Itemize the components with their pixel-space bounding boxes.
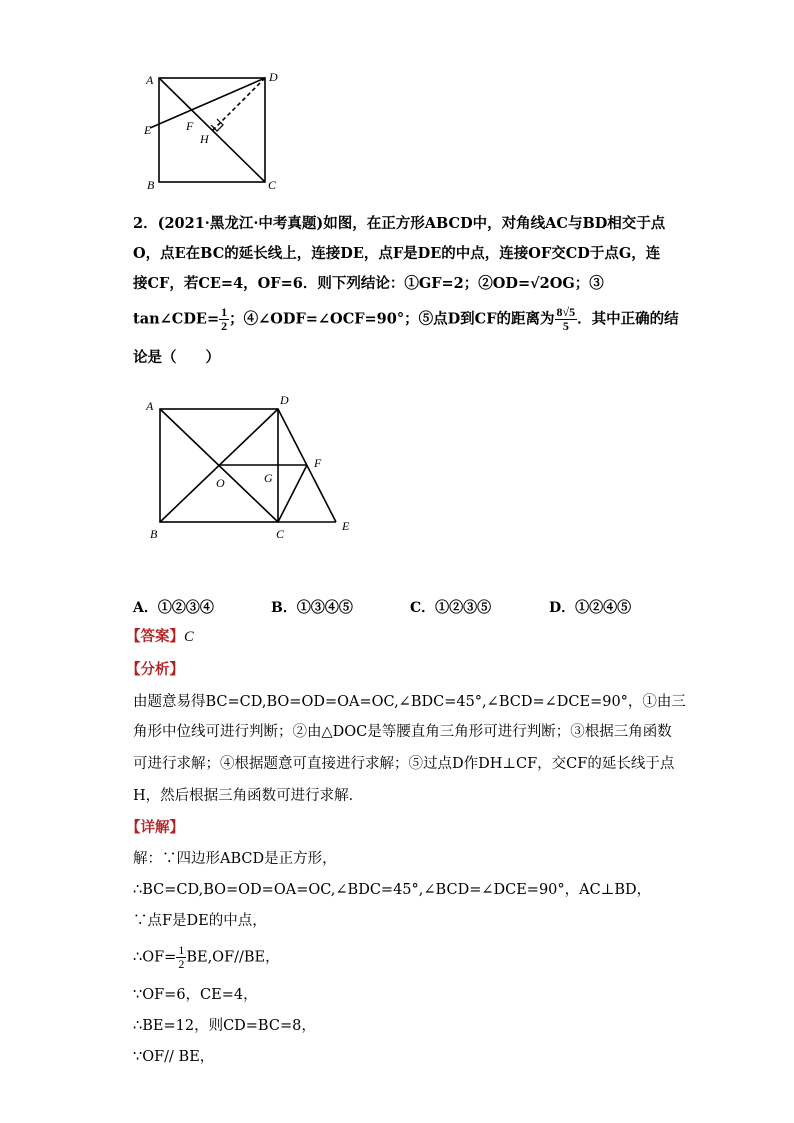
question-line-2: O，点E在BC的延长线上，连接DE，点F是DE的中点，连接OF交CD于点G，连	[133, 245, 661, 262]
analysis-line-2: 角形中位线可进行判断；②由△DOC是等腰直角三角形可进行判断；③根据三角函数	[133, 724, 672, 740]
option-d: D．①②④⑤	[549, 600, 632, 616]
fig2-label-b: B	[150, 527, 158, 541]
detail-line-7: ∵OF// BE，	[133, 1049, 215, 1065]
fig2-label-f: F	[314, 456, 322, 470]
question-line-3: 接CF，若CE=4，OF=6．则下列结论：①GF=2；②OD=√2OG；③	[133, 275, 604, 292]
figure-1-square-diagram	[140, 70, 290, 195]
fig1-label-d: D	[269, 70, 278, 84]
fig2-label-d: D	[280, 393, 289, 407]
fig1-label-a: A	[146, 73, 154, 87]
figure-2-square-diagram	[140, 392, 360, 547]
answer-row	[126, 627, 194, 647]
option-b: B．①③④⑤	[271, 600, 353, 616]
fig1-label-c: C	[268, 178, 277, 192]
detail-line-3: ∵点F是DE的中点，	[133, 913, 267, 929]
detail-line-1: 解：∵四边形ABCD是正方形，	[133, 851, 337, 867]
detail-line-4: ∴OF= $\frac{1}{2}$ BE,OF//BE，	[133, 943, 280, 971]
analysis-tag: 【分析】	[126, 661, 184, 678]
fig2-label-o: O	[216, 476, 225, 490]
detail-line-6: ∴BE=12，则CD=BC=8，	[133, 1018, 316, 1034]
option-a: A．①②③④	[133, 600, 214, 616]
fig1-label-e: E	[144, 123, 152, 137]
fraction-one-half: $\frac{1}{2}$	[221, 305, 228, 333]
fig1-label-f: F	[186, 119, 194, 133]
analysis-line-1: 由题意易得BC=CD,BO=OD=OA=OC,∠BDC=45°,∠BCD=∠DCE=90°，①由三	[133, 694, 686, 710]
detail-line-5: ∵OF=6，CE=4，	[133, 987, 258, 1003]
answer-value: C	[184, 629, 194, 645]
question-line-4: tan∠CDE= $\frac{1}{2}$ ；④∠ODF=∠OCF=90°；⑤点D到CF的距离为 $\frac{8√5}{5}$ ．其中正确的结	[133, 305, 679, 333]
detail-fraction-one-half: $\frac{1}{2}$	[178, 943, 185, 971]
fig2-label-e: E	[342, 519, 350, 533]
question-line-1: 2．(2021·黑龙江·中考真题)如图，在正方形ABCD中，对角线AC与BD相交于点	[133, 215, 666, 232]
fig2-label-a: A	[146, 399, 154, 413]
question-source: (2021·黑龙江·中考真题)	[157, 215, 324, 232]
fig2-label-g: G	[264, 471, 273, 485]
detail-tag: 【详解】	[126, 819, 184, 836]
fig2-label-c: C	[276, 527, 285, 541]
analysis-line-3: 可进行求解；④根据题意可直接进行求解；⑤过点D作DH⊥CF，交CF的延长线于点	[133, 756, 675, 772]
question-line-5: 论是（ ）	[133, 349, 220, 366]
fig1-label-b: B	[147, 178, 155, 192]
question-number: 2	[133, 215, 144, 232]
fraction-distance: $\frac{8√5}{5}$	[556, 305, 576, 333]
analysis-line-4: H，然后根据三角函数可进行求解．	[133, 788, 364, 804]
detail-line-2: ∴BC=CD,BO=OD=OA=OC,∠BDC=45°,∠BCD=∠DCE=90°，AC⊥BD，	[133, 882, 652, 898]
fig1-label-h: H	[200, 132, 209, 146]
answer-tag: 【答案】	[126, 628, 184, 645]
option-c: C．①②③⑤	[410, 600, 492, 616]
